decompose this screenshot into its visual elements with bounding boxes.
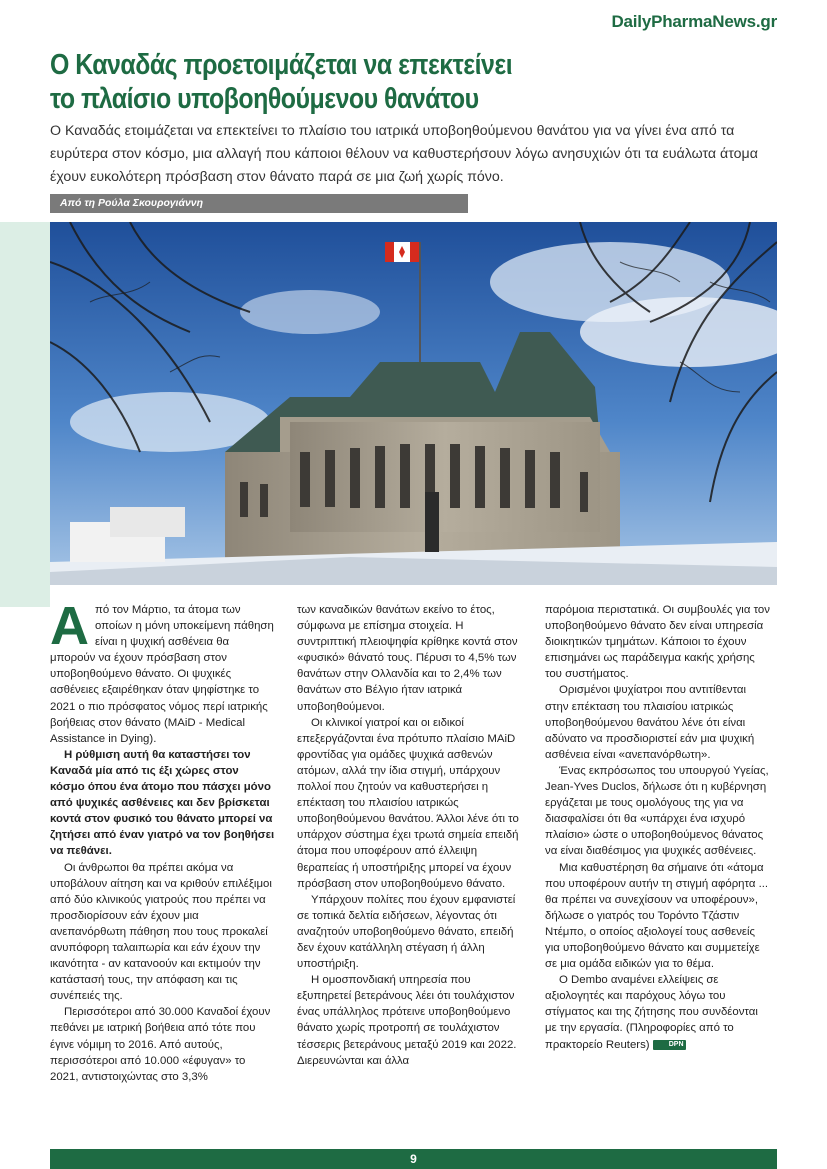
supreme-court-photo [50,222,777,585]
paragraph: Οι κλινικοί γιατροί και οι ειδικοί επεξεργάζονται ένα πρότυπο πλαίσιο MAiD φροντίδας για ομάδες ψυχικά ασθενών ατόμων, αλλά την ίδια στιγμή, υπάρχουν πολλοί που ζητούν να καθυστερήσει η επέκταση του πλαισίου ιατρικώς υποβοηθούμενου θανάτου. Άλλοι λένε ότι το υπάρχον σύστημα έχει τρωτά σημεία επειδή άτομα που υποφέρουν από έλλειψη θεραπείας ή υποστήριξης μπορεί να έχουν πρόσβαση στον υποβοηθούμενο θάνατο. [297,716,519,890]
paragraph-text: Ο Dembo αναμένει ελλείψεις σε αξιολογητές και παρόχους λόγω του στίγματος και της ζήτησης που συνδέονται με την εργασία. (Πληροφορίες από το πρακτορείο Reuters) [545,974,758,1051]
paragraph: των καναδικών θανάτων εκείνο το έτος, σύμφωνα με επίσημα στοιχεία. Η συντριπτική πλειοψηφία κρίθηκε κοντά στον «φυσικό» θάνατό τους. Πέρυσι το 4,5% των θανάτων στην Ολλανδία και το 2,4% των θανάτων στο Βέλγιο ήταν ιατρικά υποβοηθούμενοι. [297,604,518,713]
brand-part-news: News [712,12,756,31]
article-photo [50,222,777,585]
paragraph-highlight: Η ρύθμιση αυτή θα καταστήσει τον Καναδά μία από τις έξι χώρες στον κόσμο όπου ένα άτομο που πάσχει μόνο από ψυχικές ασθένειες και δεν βρίσκεται κοντά στον φυσικό του θάνατο μπορεί να ζητήσει από έναν γιατρό να τον βοηθήσει να πεθάνει. [50,748,275,858]
brand-logo [611,12,777,32]
paragraph: παρόμοια περιστατικά. Οι συμβουλές για τον υποβοηθούμενο θάνατο δεν είναι υπηρεσία διοικητικών τμημάτων. Κάποιοι το έχουν επισημάνει ως παράδειγμα κακής χρήσης του συστήματος. [545,604,770,681]
article-lead: Ο Καναδάς ετοιμάζεται να επεκτείνει το πλαίσιο του ιατρικά υποβοηθούμενου θανάτου για να γίνει ένα από τα ευρύτερα στον κόσμο, μια αλλαγή που κάποιοι θέλουν να καθυστερήσουν λόγω ανησυχιών ότι τα ευάλωτα άτομα έχουν ευκολότερη πρόσβαση στον θάνατο παρά σε μια ζωή χωρίς πόνο. [50,123,758,185]
paragraph: Υπάρχουν πολίτες που έχουν εμφανιστεί σε τοπικά δελτία ειδήσεων, λέγοντας ότι αναζητούν υποβοηθούμενο θάνατο, επειδή δεν έχουν κατάλληλη στέγαση ή άλλη υποστήριξη. [297,893,516,971]
drop-cap: Α [50,596,89,656]
brand-part-gr: .gr [755,12,777,31]
title-line-1: Ο Καναδάς προετοιμάζεται να επεκτείνει [50,49,513,81]
text-column-3 [545,602,771,1053]
paragraph: Οι άνθρωποι θα πρέπει ακόμα να υποβάλουν αίτηση και να κριθούν επιλέξιμοι από δύο κλινικούς γιατρούς που πρέπει να προσδιορίσουν εάν έχουν μια ανεπανόρθωτη πάθηση που τους προκαλεί ανυπόφορη ταλαιπωρία και εάν έχουν την ικανότητα - αν κατανοούν και εκτιμούν την κατάστασή τους, την απόφαση και τις συνέπειές της. [50,861,272,1003]
end-mark-icon: DPN [653,1040,686,1050]
paragraph [50,596,276,747]
paragraph: Περισσότεροι από 30.000 Καναδοί έχουν πεθάνει με ιατρική βοήθεια από τότε που έγινε νόμιμη το 2016. Από αυτούς, περισσότεροι από 10.000 «έφυγαν» το 2021, αντιστοιχώντας στο 3,3% [50,1006,271,1083]
title-line-2: το πλαίσιο υποβοηθούμενου θανάτου [50,83,479,115]
paragraph-text: πό τον Μάρτιο, τα άτομα των οποίων η μόνη υποκείμενη πάθηση είναι η ψυχική ασθένεια θα μπορούν να έχουν πρόσβαση στον υποβοηθούμενο θάνατο. Οι ψυχικές ασθένειες εξαιρέθηκαν όταν ψηφίστηκε το 2021 ο πιο πρόσφατος νόμος περί ιατρικής βοήθειας στον θάνατο (MAiD - Medical Assistance in Dying). [50,604,274,745]
text-column-2 [297,602,523,1069]
byline: Από τη Ρούλα Σκουρογιάννη [50,194,468,213]
text-column-1 [50,596,276,1085]
page-footer [50,1149,777,1169]
paragraph: Μια καθυστέρηση θα σήμαινε ότι «άτομα που υποφέρουν αυτήν τη στιγμή αφόρητα ... θα πρέπει να συνεχίσουν να υποφέρουν», δήλωσε ο γιατρός του Τορόντο Τζάστιν Ντέμπο, ο οποίος αξιολογεί τους ασθενείς για υποβοηθούμενο θάνατο και συμμετείχε σε μια ομάδα ειδικών για το θέμα. [545,861,769,971]
paragraph: Ορισμένοι ψυχίατροι που αντιτίθενται στην επέκταση του πλαισίου ιατρικώς υποβοηθούμενου θανάτου λένε ότι είναι αδύνατο να προσδιοριστεί εάν μια ψυχική ασθένεια είναι «ανεπανόρθωτη». [545,684,755,761]
page-number: 9 [410,1152,417,1166]
article-title [50,48,652,116]
paragraph: Ένας εκπρόσωπος του υπουργού Υγείας, Jean-Yves Duclos, δήλωσε ότι η κυβέρνηση εργάζεται με τους ομολόγους της για να διασφαλίσει ότι θα «υπάρχει ένα ισχυρό πλαίσιο» ώστε ο υποβοηθούμενος θάνατος να είναι διαθέσιμος για ψυχικές ασθένειες. [545,764,769,858]
paragraph: Η ομοσπονδιακή υπηρεσία που εξυπηρετεί βετεράνους λέει ότι τουλάχιστον ένας υπάλληλος πρότεινε υποβοηθούμενο θάνατο χωρίς προτροπή σε τουλάχιστον τέσσερις βετεράνους μεταξύ 2019 και 2022. Διερευνώνται και άλλα [297,974,517,1067]
side-decoration [0,222,50,607]
brand-part-pharma: Pharma [651,12,713,31]
paragraph [545,972,771,1052]
brand-part-daily: Daily [611,12,652,31]
